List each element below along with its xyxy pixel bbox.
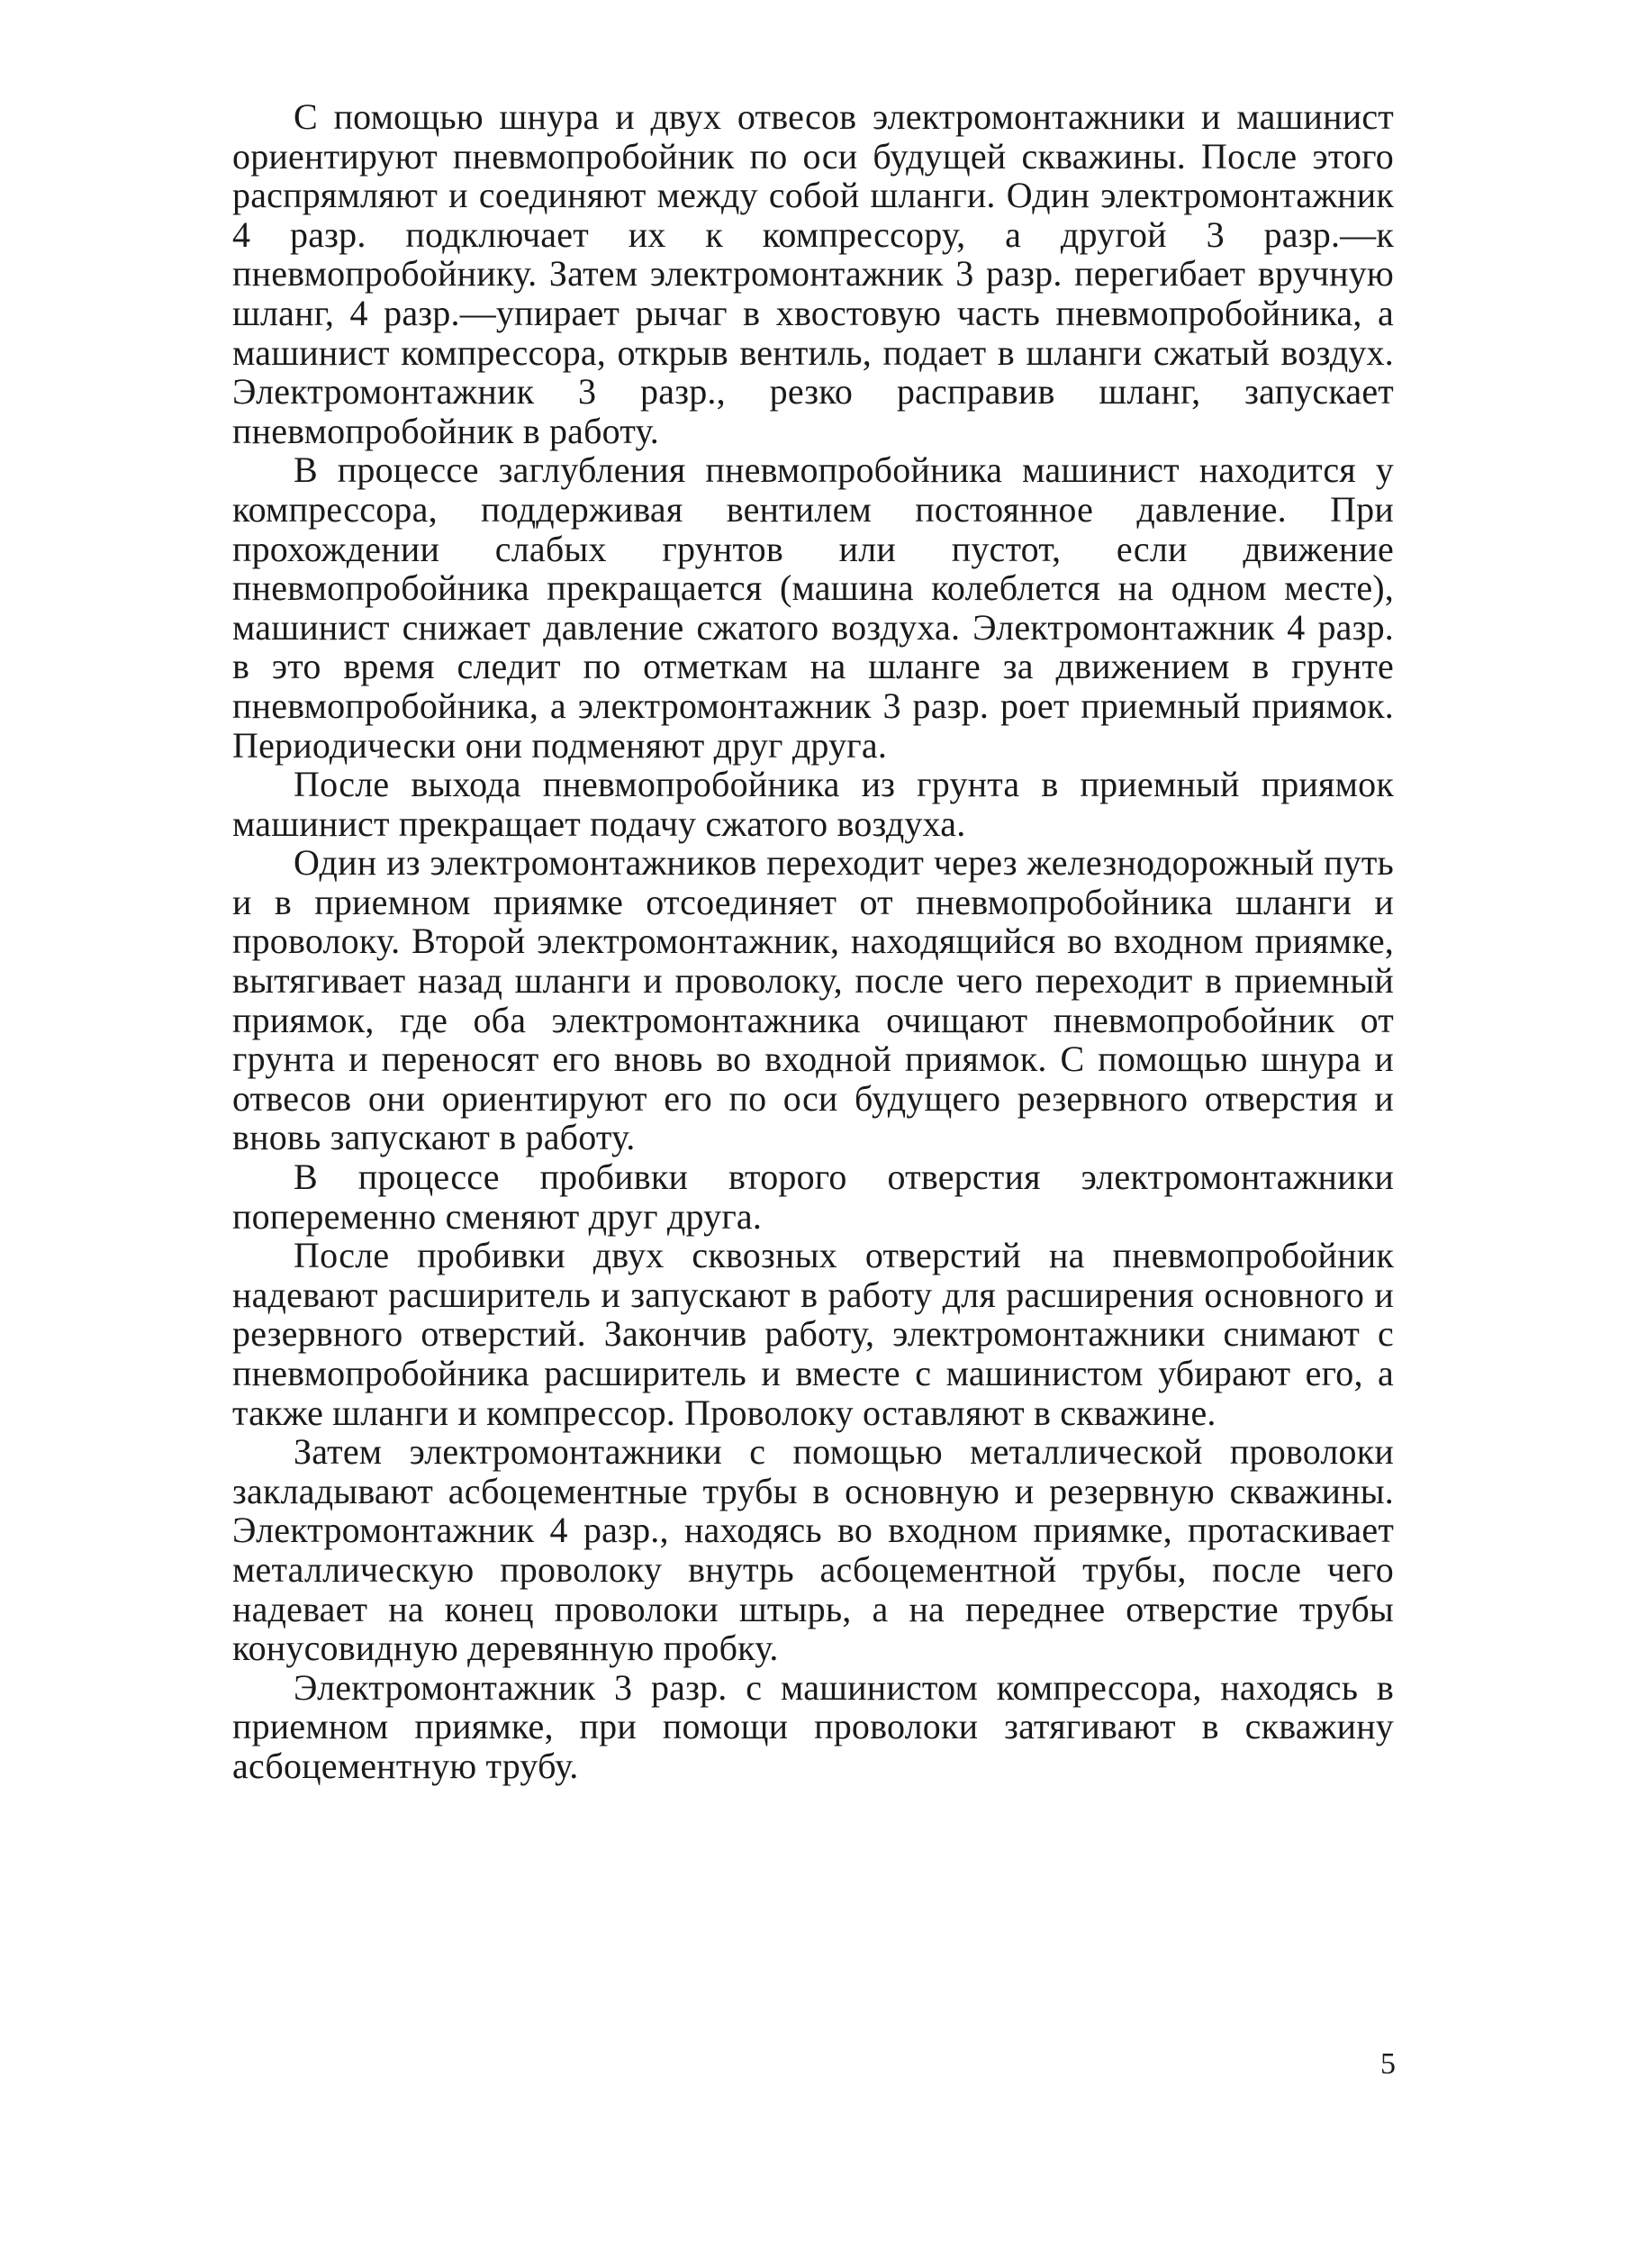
page-number: 5 <box>1380 2047 1396 2081</box>
paragraph-1: С помощью шнура и двух отвесов электромонтажники и машинист ориентируют пневмопробойник по оси будущей скважины. После этого распрямляют и соединяют между собой шланги. Один электромонтажник 4 разр. подключает их к компрессору, а другой 3 разр.—к пневмопробойнику. Затем электромонтажник 3 разр. перегибает вручную шланг, 4 разр.—упирает рычаг в хвостовую часть пневмопробойника, а машинист компрессора, открыв вентиль, подает в шланги сжатый воздух. Электромонтажник 3 разр., резко расправив шланг, запускает пневмопробойник в работу. <box>232 96 1394 451</box>
paragraph-4: Один из электромонтажников переходит через железнодорожный путь и в приемном приямке отсоединяет от пневмопробойника шланги и проволоку. Второй электромонтажник, находящийся во входном приямке, вытягивает назад шланги и проволоку, после чего переходит в приемный приямок, где оба электромонтажника очищают пневмопробойник от грунта и переносят его вновь во входной приямок. С помощью шнура и отвесов они ориентируют его по оси будущего резервного отверстия и вновь запускают в работу. <box>232 842 1394 1158</box>
body-text <box>232 97 1394 1786</box>
paragraph-6: После пробивки двух сквозных отверстий на пневмопробойник надевают расширитель и запускают в работу для расширения основного и резервного отверстий. Закончив работу, электромонтажники снимают с пневмопробойника расширитель и вместе с машинистом убирают его, а также шланги и компрессор. Проволоку оставляют в скважине. <box>232 1235 1394 1433</box>
paragraph-8: Электромонтажник 3 разр. с машинистом компрессора, находясь в приемном приямке, при помощи проволоки затягивают в скважину асбоцементную трубу. <box>232 1666 1394 1786</box>
paragraph-7: Затем электромонтажники с помощью металлической проволоки закладывают асбоцементные трубы в основную и резервную скважины. Электромонтажник 4 разр., находясь во входном приямке, протаскивает металлическую проволоку внутрь асбоцементной трубы, после чего надевает на конец проволоки штырь, а на переднее отверстие трубы конусовидную деревянную пробку. <box>232 1431 1394 1669</box>
paragraph-2: В процессе заглубления пневмопробойника машинист находится у компрессора, поддерживая вентилем постоянное давление. При прохождении слабых грунтов или пустот, если движение пневмопробойника прекращается (машина колеблется на одном месте), машинист снижает давление сжатого воздуха. Электромонтажник 4 разр. в это время следит по отметкам на шланге за движением в грунте пневмопробойника, а электромонтажник 3 разр. роет приемный приямок. Периодически они подменяют друг друга. <box>232 449 1394 766</box>
paragraph-3: После выхода пневмопробойника из грунта в приемный приямок машинист прекращает подачу сжатого воздуха. <box>232 764 1394 844</box>
paragraph-5: В процессе пробивки второго отверстия электромонтажники попеременно сменяют друг друга. <box>232 1157 1394 1237</box>
